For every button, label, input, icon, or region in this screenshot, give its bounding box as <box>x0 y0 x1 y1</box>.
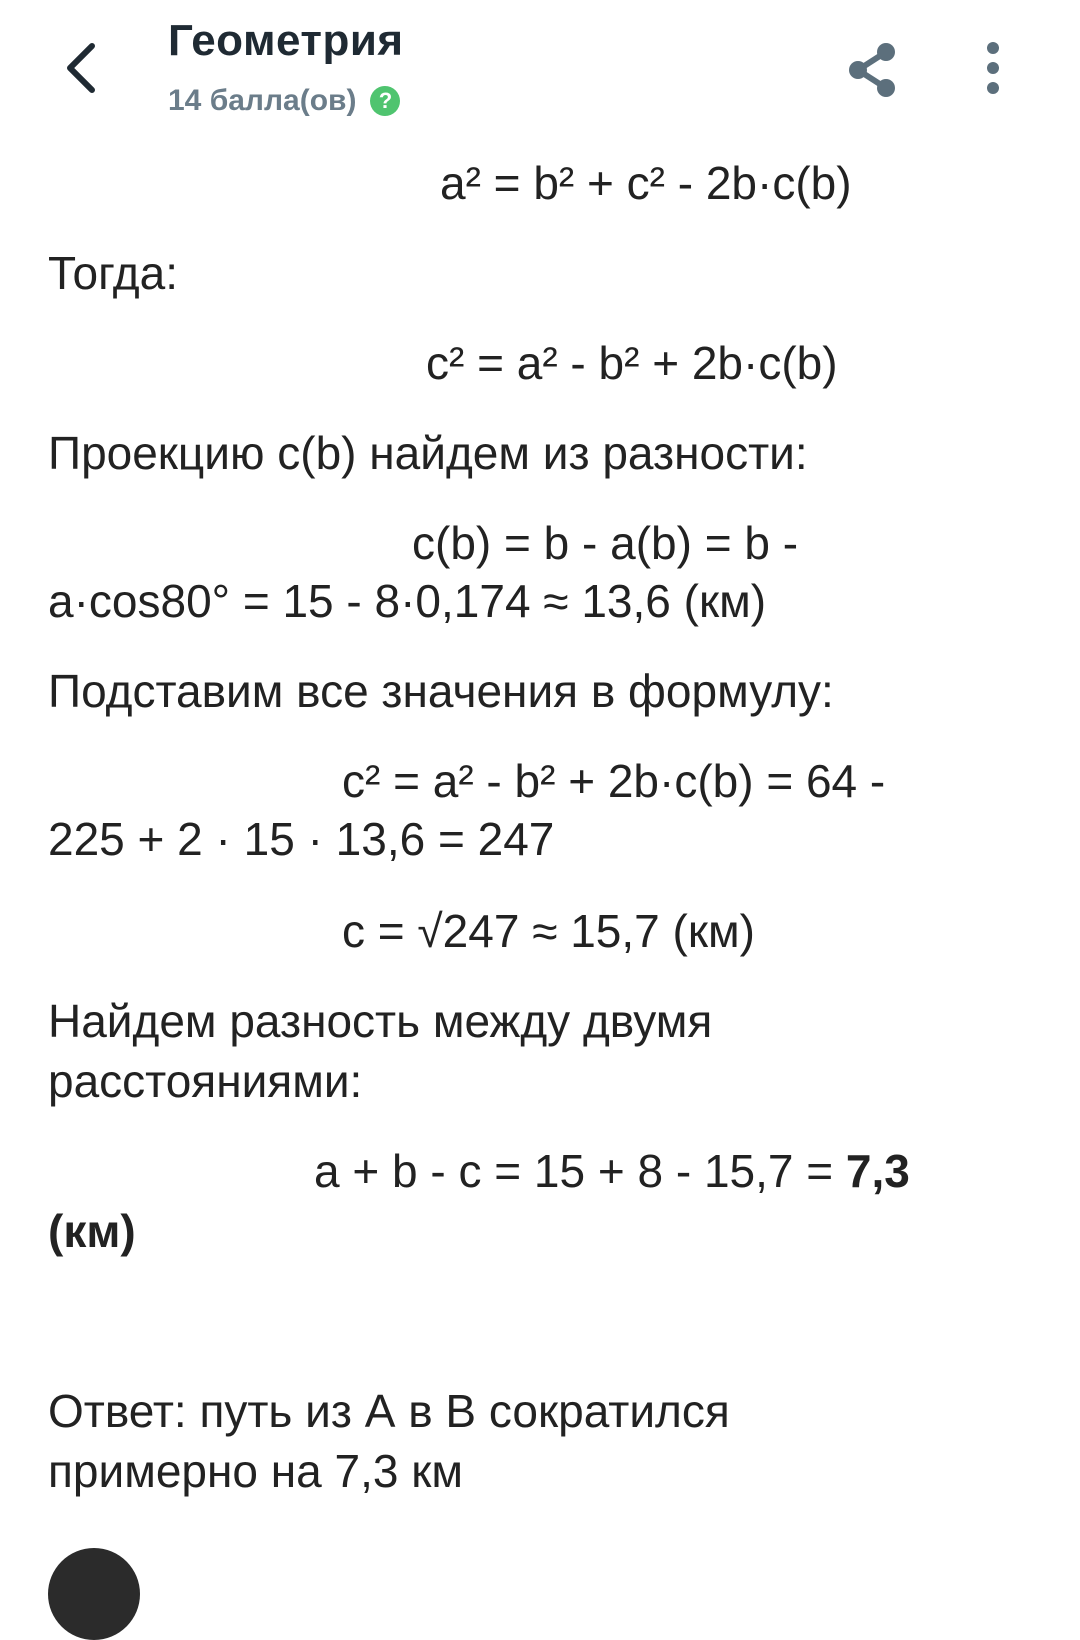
back-button[interactable] <box>52 36 116 100</box>
formula-line: c = √247 ≈ 15,7 (км) <box>342 905 755 957</box>
app-header <box>0 0 1080 140</box>
formula-line: a·cos80° = 15 - 8·0,174 ≈ 13,6 (км) <box>48 575 767 627</box>
formula-line: a² = b² + c² - 2b·c(b) <box>440 157 852 209</box>
result-unit: (км) <box>48 1205 136 1257</box>
formula-line <box>314 1142 910 1200</box>
formula-line: c(b) = b - a(b) = b - <box>412 517 799 569</box>
chevron-left-icon <box>52 36 116 100</box>
result-value: 7,3 <box>845 1145 910 1197</box>
share-icon <box>840 38 904 102</box>
answer-line: примерно на 7,3 км <box>48 1445 463 1497</box>
text-line: Тогда: <box>48 247 179 299</box>
avatar[interactable] <box>48 1548 140 1640</box>
formula-text: a + b - c = 15 + 8 - 15,7 = <box>314 1145 846 1197</box>
points-label: 14 балла(ов) <box>168 84 357 117</box>
formula-line: 225 + 2 · 15 · 13,6 = 247 <box>48 813 555 865</box>
help-icon[interactable]: ? <box>370 86 400 116</box>
text-line: Подставим все значения в формулу: <box>48 665 834 717</box>
answer-line: Ответ: путь из А в В сократился <box>48 1385 730 1437</box>
text-line: Найдем разность между двумя <box>48 995 713 1047</box>
page-title: Геометрия <box>168 16 404 65</box>
text-line: расстояниями: <box>48 1055 363 1107</box>
points-row <box>168 84 400 118</box>
more-options-button[interactable] <box>966 38 1020 102</box>
formula-line: c² = a² - b² + 2b·c(b) = 64 - <box>342 755 886 807</box>
more-vertical-icon <box>966 38 1020 102</box>
share-button[interactable] <box>840 38 904 102</box>
formula-line: c² = a² - b² + 2b·c(b) <box>426 337 838 389</box>
text-line: Проекцию c(b) найдем из разности: <box>48 427 808 479</box>
